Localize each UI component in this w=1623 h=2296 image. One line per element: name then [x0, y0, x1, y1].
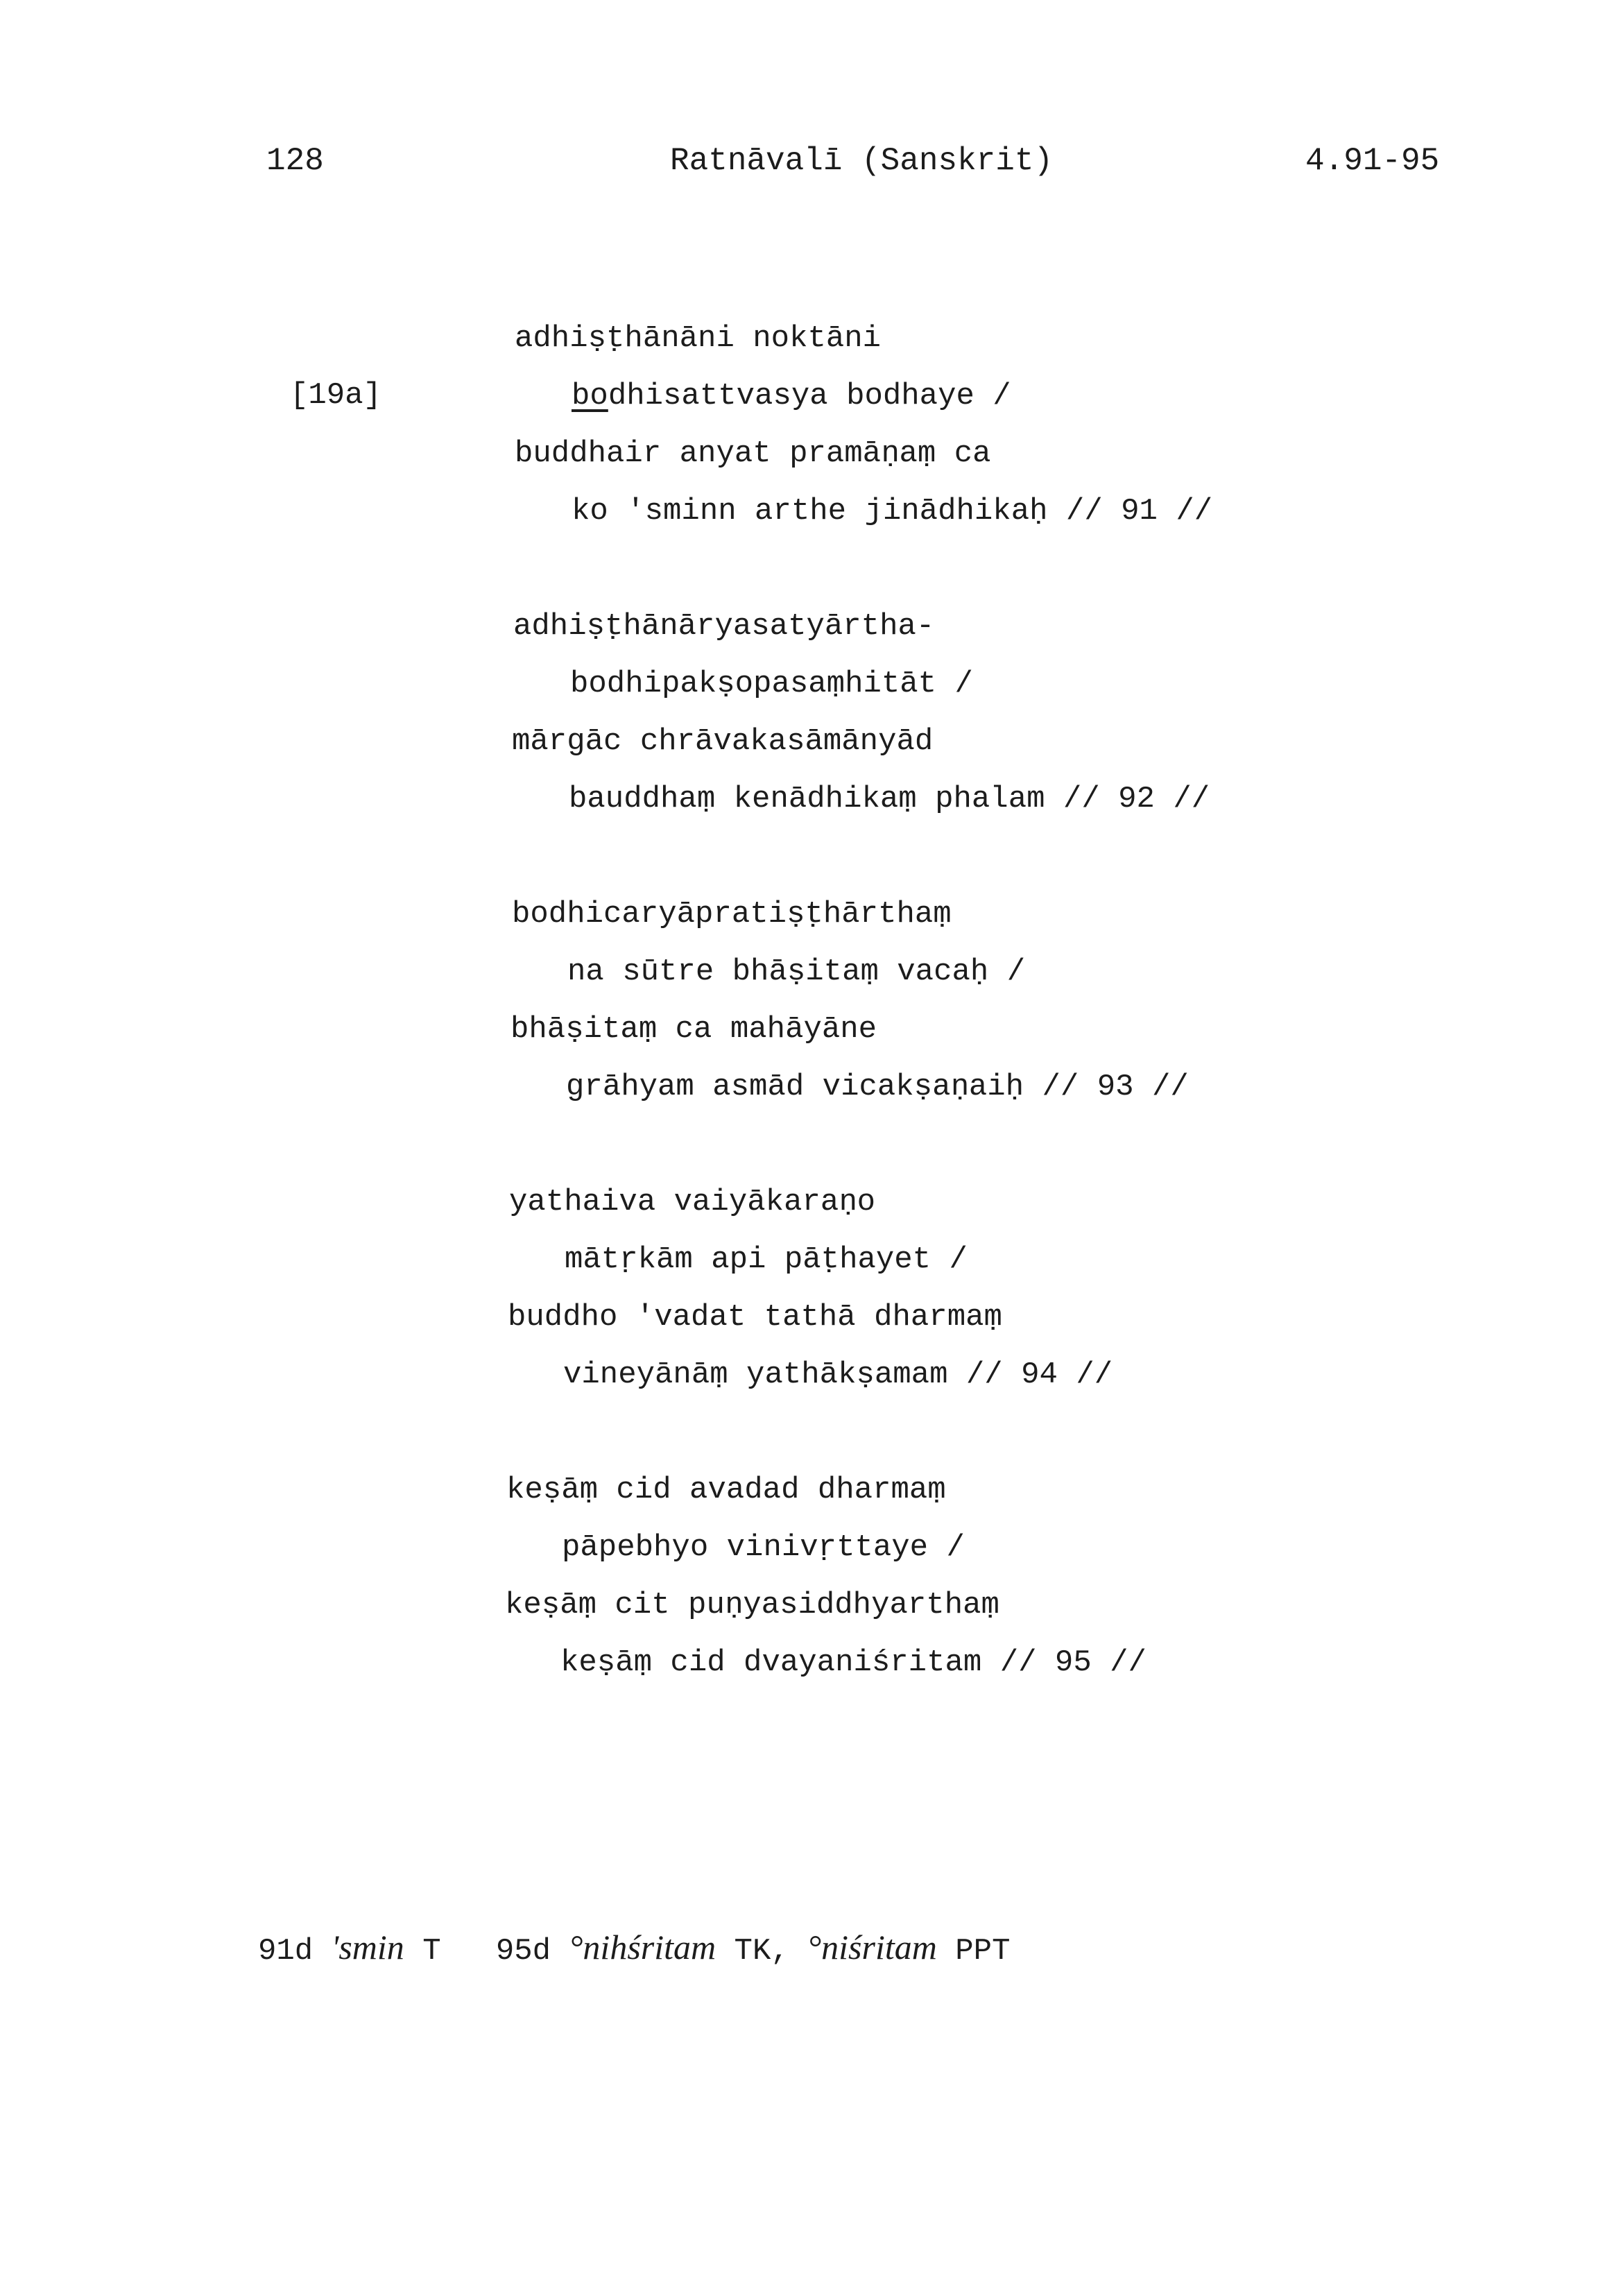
- verse-line: pāpebhyo vinivṛttaye /: [562, 1530, 965, 1565]
- critical-apparatus: [258, 1927, 1011, 1969]
- note-ref: 91d: [258, 1934, 314, 1969]
- verse-line: [572, 381, 1011, 411]
- verse-line: bodhicaryāpratiṣṭhārthaṃ: [512, 897, 952, 932]
- note-siglum: TK,: [734, 1934, 789, 1969]
- page-number: 128: [266, 143, 324, 179]
- verse-line: grāhyam asmād vicakṣaṇaiḥ // 93 //: [566, 1070, 1189, 1104]
- verse-line: mārgāc chrāvakasāmānyād: [512, 724, 934, 759]
- verse-line: yathaiva vaiyākaraṇo: [509, 1185, 876, 1219]
- verse-line: na sūtre bhāṣitaṃ vacaḥ /: [567, 954, 1026, 989]
- note-reading: 'smin: [331, 1928, 404, 1967]
- note-reading: °niśritam: [807, 1928, 937, 1967]
- verse-line: mātṛkām api pāṭhayet /: [565, 1242, 968, 1277]
- verse-reference: 4.91-95: [1305, 143, 1440, 179]
- verse-line: bauddhaṃ kenādhikaṃ phalam // 92 //: [569, 782, 1210, 816]
- note-siglum: T: [422, 1934, 441, 1969]
- verse-line: keṣāṃ cid dvayaniśritam // 95 //: [560, 1645, 1147, 1680]
- underlined-syllable: bo: [572, 379, 608, 413]
- verse-line: bhāṣitaṃ ca mahāyāne: [510, 1012, 877, 1047]
- note-siglum: PPT: [955, 1934, 1011, 1969]
- page-header: [0, 143, 1623, 185]
- verse-line: keṣāṃ cit puṇyasiddhyarthaṃ: [505, 1588, 999, 1622]
- verse-line: vineyānāṃ yathākṣamam // 94 //: [563, 1357, 1113, 1392]
- verse-line: bodhipakṣopasaṃhitāt /: [570, 667, 973, 701]
- verse-line: buddhair anyat pramāṇaṃ ca: [515, 436, 991, 471]
- manuscript-folio-marker: [19a]: [290, 378, 382, 413]
- verse-line-rest: dhisattvasya bodhaye /: [608, 379, 1011, 413]
- note-ref: 95d: [495, 1934, 551, 1969]
- verse-line: ko 'sminn arthe jinādhikaḥ // 91 //: [572, 494, 1213, 529]
- verse-line: adhiṣṭhānāni noktāni: [515, 321, 882, 356]
- verse-line: buddho 'vadat tathā dharmaṃ: [508, 1300, 1002, 1335]
- note-reading: °nihśritam: [569, 1928, 716, 1967]
- page-title: Ratnāvalī (Sanskrit): [670, 143, 1054, 179]
- verse-line: adhiṣṭhānāryasatyārtha-: [513, 609, 935, 644]
- verse-line: keṣāṃ cid avadad dharmaṃ: [506, 1473, 946, 1507]
